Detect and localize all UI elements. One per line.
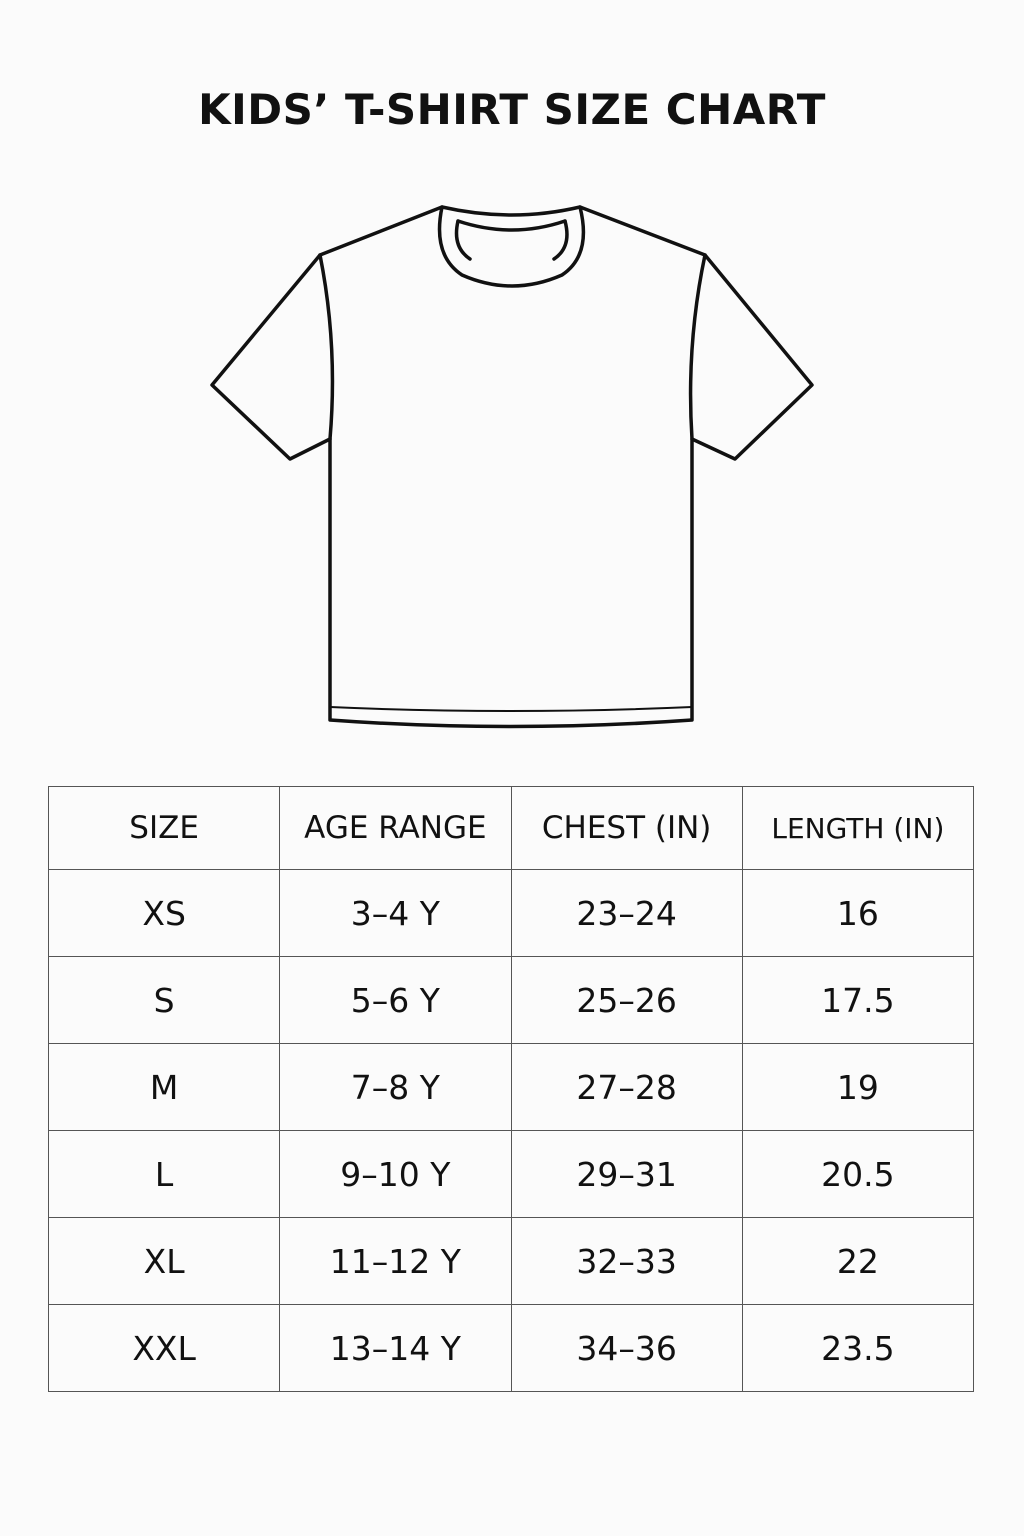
size-table	[48, 786, 974, 1392]
length-cell: 20.5	[742, 1131, 973, 1218]
page-title: KIDS’ T-SHIRT SIZE CHART	[198, 85, 826, 134]
column-header-length: LENGTH (IN)	[742, 787, 973, 870]
column-header-chest: CHEST (IN)	[511, 787, 742, 870]
chest-cell: 29–31	[511, 1131, 742, 1218]
age-range-cell: 11–12 Y	[280, 1218, 511, 1305]
size-cell: L	[49, 1131, 280, 1218]
size-cell: XL	[49, 1218, 280, 1305]
length-cell: 19	[742, 1044, 973, 1131]
age-range-cell: 5–6 Y	[280, 957, 511, 1044]
table-header-row	[49, 787, 974, 870]
chest-cell: 32–33	[511, 1218, 742, 1305]
age-range-cell: 9–10 Y	[280, 1131, 511, 1218]
chest-cell: 23–24	[511, 870, 742, 957]
column-header-age-range: AGE RANGE	[280, 787, 511, 870]
table-row	[49, 957, 974, 1044]
age-range-cell: 7–8 Y	[280, 1044, 511, 1131]
length-cell: 16	[742, 870, 973, 957]
column-header-size: SIZE	[49, 787, 280, 870]
table-row	[49, 1044, 974, 1131]
chest-cell: 34–36	[511, 1305, 742, 1392]
table-row	[49, 1131, 974, 1218]
table-row	[49, 1305, 974, 1392]
chest-cell: 27–28	[511, 1044, 742, 1131]
table-row	[49, 1218, 974, 1305]
size-cell: M	[49, 1044, 280, 1131]
table-row	[49, 870, 974, 957]
length-cell: 23.5	[742, 1305, 973, 1392]
t-shirt-icon	[200, 195, 824, 740]
chest-cell: 25–26	[511, 957, 742, 1044]
size-cell: S	[49, 957, 280, 1044]
length-cell: 17.5	[742, 957, 973, 1044]
size-cell: XXL	[49, 1305, 280, 1392]
age-range-cell: 13–14 Y	[280, 1305, 511, 1392]
size-cell: XS	[49, 870, 280, 957]
length-cell: 22	[742, 1218, 973, 1305]
age-range-cell: 3–4 Y	[280, 870, 511, 957]
